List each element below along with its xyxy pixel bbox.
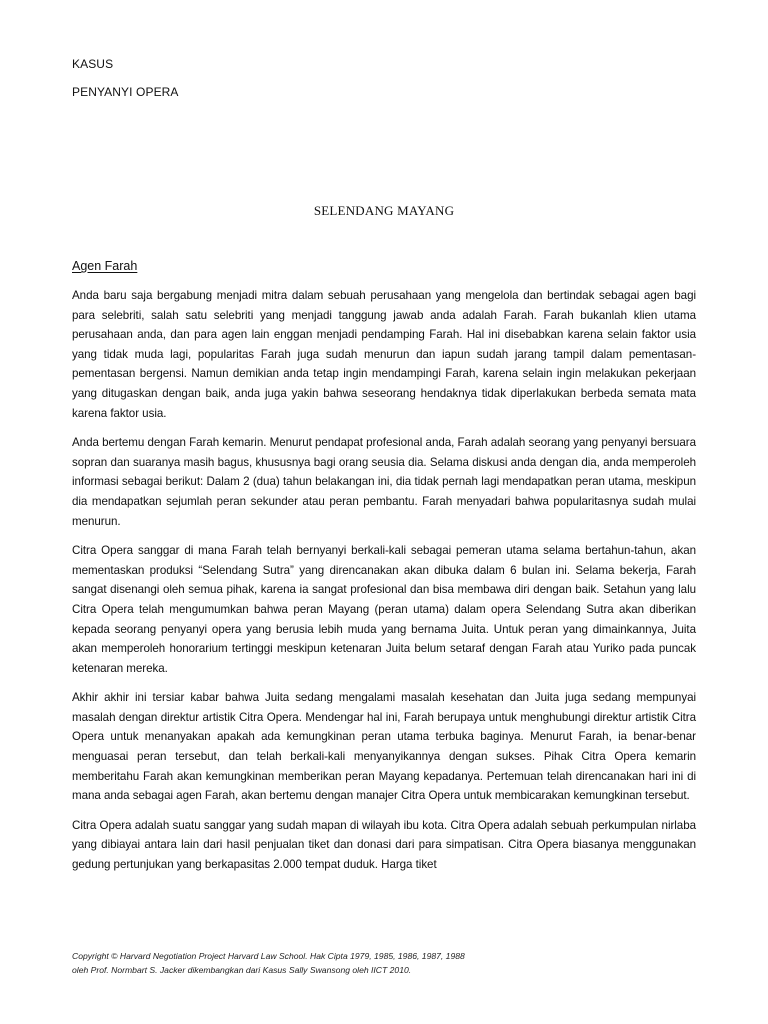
document-title: SELENDANG MAYANG [313, 203, 455, 218]
case-subtitle: PENYANYI OPERA [72, 85, 179, 99]
copyright-footer [72, 950, 696, 977]
paragraph: Anda bertemu dengan Farah kemarin. Menurut pendapat profesional anda, Farah adalah seorang yang penyanyi bersuara sopran dan suaranya masih bagus, khususnya bagi orang seusia dia. Selama diskusi anda dengan dia, anda memperoleh informasi sebagai berikut: Dalam 2 (dua) tahun belakangan ini, dia tidak pernah lagi mendapatkan peran utama, meskipun dia mendapatkan sejumlah peran sekunder atau peran pembantu. Farah menyadari bahwa popularitasnya sudah mulai menurun. [72, 436, 696, 528]
paragraph: Citra Opera sanggar di mana Farah telah bernyanyi berkali-kali sebagai pemeran utama selama bertahun-tahun, akan mementaskan produksi “Selendang Sutra” yang direncanakan akan dibuka dalam 6 bulan ini. Selama bekerja, Farah sangat disenangi oleh semua pihak, karena ia sangat profesional dan bisa membawa diri dengan baik. Setahun yang lalu Citra Opera telah mengumumkan bahwa peran Mayang (peran utama) dalam opera Selendang Sutra akan diberikan kepada seorang penyanyi opera yang berusia lebih muda yang bernama Juita. Untuk peran yang dimainkannya, Juita akan memperoleh honorarium tertinggi meskipun ketenaran Juita belum setaraf dengan Farah atau Yuriko pada puncak ketenaran mereka. [72, 544, 696, 675]
document-body [72, 286, 696, 885]
footer-line: Copyright © Harvard Negotiation Project Harvard Law School. Hak Cipta 1979, 1985, 1986, 1987, 1988 [72, 951, 465, 961]
section-heading: Agen Farah [72, 259, 138, 273]
paragraph: Akhir akhir ini tersiar kabar bahwa Juita sedang mengalami masalah kesehatan dan Juita juga sedang mempunyai masalah dengan direktur artistik Citra Opera. Mendengar hal ini, Farah berupaya untuk menghubungi direktur artistik Citra Opera untuk menanyakan apakah ada kemungkinan peran utama terbuka baginya. Menurut Farah, ia benar-benar menguasai peran tersebut, dan telah berkali-kali menyanyikannya dengan sukses. Pihak Citra Opera kemarin memberitahu Farah akan kemungkinan memberikan peran Mayang kepadanya. Pertemuan telah direncanakan hari ini di mana anda sebagai agen Farah, akan bertemu dengan manajer Citra Opera untuk membicarakan kemungkinan tersebut. [72, 691, 696, 803]
footer-line: oleh Prof. Normbart S. Jacker dikembangkan dari Kasus Sally Swansong oleh IICT 2010. [72, 964, 412, 975]
paragraph: Citra Opera adalah suatu sanggar yang sudah mapan di wilayah ibu kota. Citra Opera adalah sebuah perkumpulan nirlaba yang dibiayai antara lain dari hasil penjualan tiket dan donasi dari para simpatisan. Citra Opera biasanya menggunakan gedung pertunjukan yang berkapasitas 2.000 tempat duduk. Harga tiket [72, 818, 696, 872]
paragraph: Anda baru saja bergabung menjadi mitra dalam sebuah perusahaan yang mengelola dan bertindak sebagai agen bagi para selebriti, salah satu selebriti yang menjadi tanggung jawab anda adalah Farah. Farah bukanlah klien utama perusahaan anda, dan para agen lain enggan menjadi pendamping Farah. Hal ini disebabkan karena selain faktor usia yang tidak muda lagi, popularitas Farah juga sudah menurun dan iapun sudah jarang tampil dalam pementasan-pementasan bergensi. Namun demikian anda tetap ingin mendampingi Farah, karena selain ingin melakukan pekerjaan yang ditugaskan dengan baik, anda juga yakin bahwa seseorang hendaknya tidak diperlakukan berbeda semata mata karena faktor usia. [72, 289, 696, 420]
case-label: KASUS [72, 57, 114, 71]
